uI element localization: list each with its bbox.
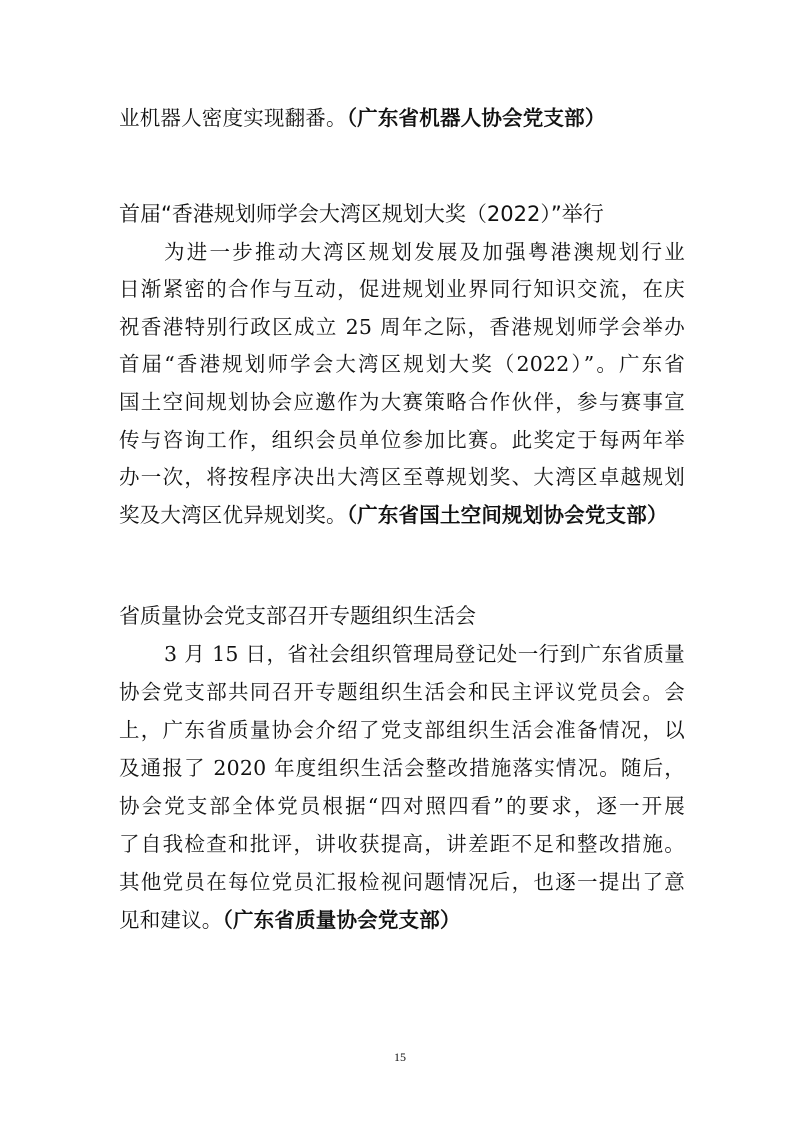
paragraph-line: 3 月 15 日，省社会组织管理局登记处一行到广东省质量: [164, 642, 685, 666]
paragraph-line: 祝香港特别行政区成立 25 周年之际，香港规划师学会举办: [119, 315, 685, 339]
paragraph-line: 及通报了 2020 年度组织生活会整改措施落实情况。随后，: [119, 756, 685, 780]
paragraph-line: 办一次，将按程序决出大湾区至尊规划奖、大湾区卓越规划: [119, 465, 685, 489]
paragraph-line: 协会党支部全体党员根据“四对照四看”的要求，逐一开展: [119, 794, 685, 818]
source-attribution: （广东省机器人协会党支部）: [346, 106, 606, 130]
paragraph-line: 了自我检查和批评，讲收获提高，讲差距不足和整改措施。: [119, 832, 685, 856]
article-title: 省质量协会党支部召开专题组织生活会: [119, 604, 476, 628]
paragraph-line: 首届“香港规划师学会大湾区规划大奖（2022）”。广东省: [119, 352, 685, 376]
paragraph-line: 国土空间规划协会应邀作为大赛策略合作伙伴，参与赛事宣: [119, 390, 685, 414]
paragraph-text: 奖及大湾区优异规划奖。: [119, 503, 347, 527]
paragraph-line: 其他党员在每位党员汇报检视问题情况后，也逐一提出了意: [119, 870, 685, 894]
paragraph-text: 业机器人密度实现翻番。: [119, 106, 347, 130]
paragraph-line: [119, 501, 685, 529]
page-number: 15: [394, 1050, 406, 1064]
paragraph-line: 传与咨询工作，组织会员单位参加比赛。此奖定于每两年举: [119, 428, 685, 452]
paragraph-line: 日渐紧密的合作与互动，促进规划业界同行知识交流，在庆: [119, 277, 685, 301]
paragraph-text: 见和建议。: [119, 908, 223, 932]
source-attribution: （广东省质量协会党支部）: [222, 908, 461, 932]
article-title: 首届“香港规划师学会大湾区规划大奖（2022）”举行: [119, 202, 604, 226]
paragraph-line: 上，广东省质量协会介绍了党支部组织生活会准备情况，以: [119, 718, 685, 742]
paragraph-line: [119, 906, 685, 934]
source-attribution: （广东省国土空间规划协会党支部）: [346, 503, 668, 527]
paragraph-line: [119, 104, 685, 132]
paragraph-line: 协会党支部共同召开专题组织生活会和民主评议党员会。会: [119, 680, 685, 704]
paragraph-line: 为进一步推动大湾区规划发展及加强粤港澳规划行业: [164, 240, 685, 264]
